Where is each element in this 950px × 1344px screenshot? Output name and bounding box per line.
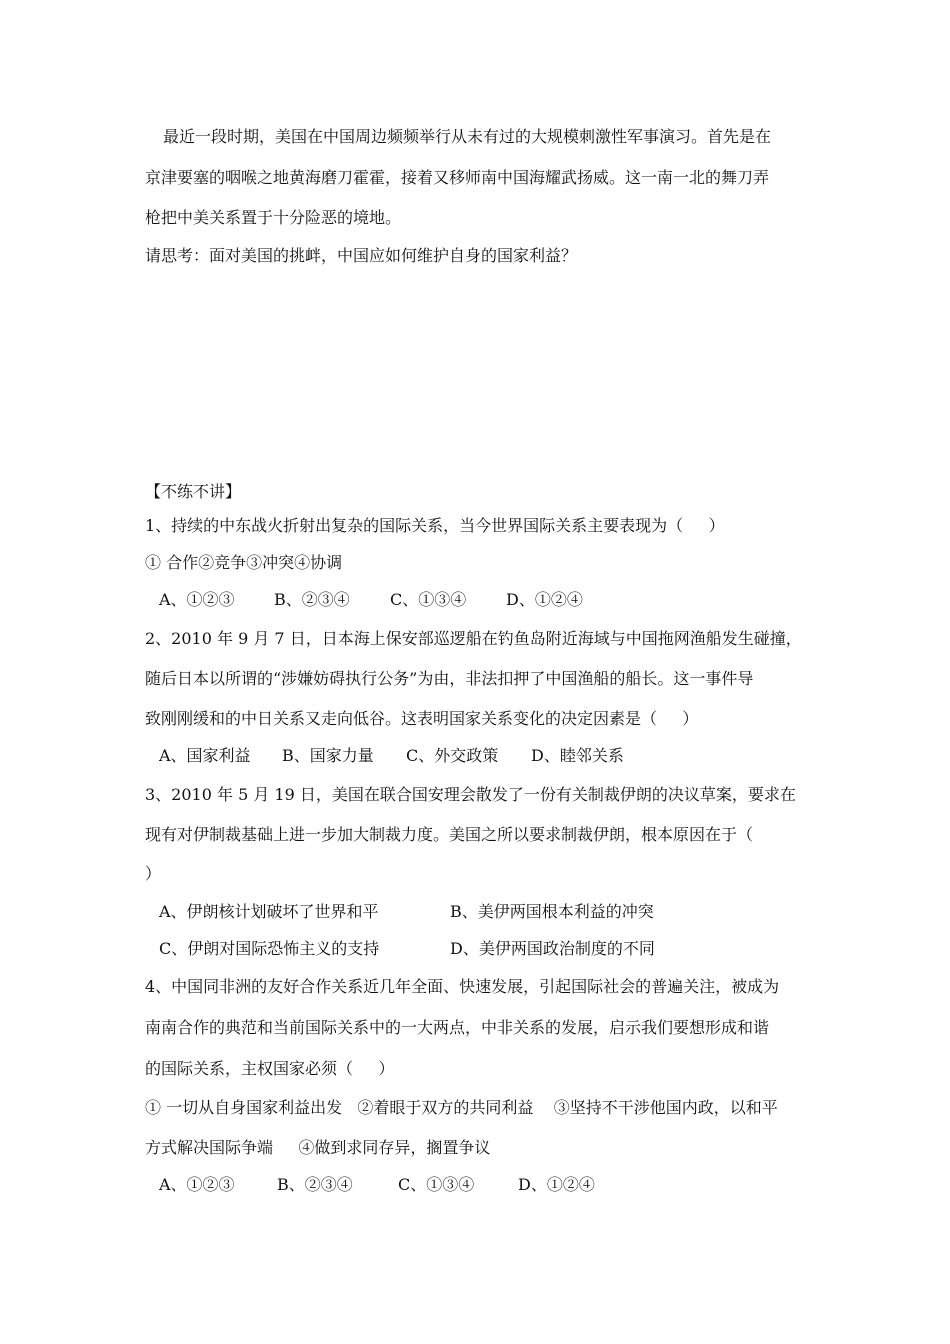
q2-line-3: 致刚刚缓和的中日关系又走向低谷。这表明国家关系变化的决定因素是（ ） [145,709,699,728]
q4-option-c: C、①③④ [398,1175,475,1194]
q2-option-b: B、国家力量 [282,746,374,765]
passage-line-3: 枪把中美关系置于十分险恶的境地。 [145,208,402,227]
q3-line-3: ） [145,864,162,883]
q3-option-d: D、美伊两国政治制度的不同 [450,939,655,958]
passage-question: 请思考：面对美国的挑衅，中国应如何维护自身的国家利益？ [145,246,578,265]
q3-line-2: 现有对伊制裁基础上进一步加大制裁力度。美国之所以要求制裁伊朗，根本原因在于（ [145,825,754,844]
q3-line-1: 3、2010 年 5 月 19 日，美国在联合国安理会散发了一份有关制裁伊朗的决议草案，要求在 [145,785,796,804]
q4-option-a: A、①②③ [159,1175,235,1194]
q1-option-b: B、②③④ [274,590,350,609]
passage-line-1: 最近一段时期，美国在中国周边频频举行从未有过的大规模刺激性军事演习。首先是在 [163,127,772,146]
q1-stem: 1、持续的中东战火折射出复杂的国际关系，当今世界国际关系主要表现为（ ） [145,516,725,535]
q2-option-d: D、睦邻关系 [531,746,624,765]
q1-option-c: C、①③④ [390,590,467,609]
q4-line-3: 的国际关系，主权国家必须（ ） [145,1059,395,1078]
q2-option-c: C、外交政策 [406,746,499,765]
section-title: 【不练不讲】 [145,482,242,501]
q4-items-line-2: 方式解决国际争端 ④做到求同存异，搁置争议 [145,1138,491,1157]
q4-option-b: B、②③④ [277,1175,353,1194]
q1-option-d: D、①②④ [506,590,583,609]
q4-line-1: 4、中国同非洲的友好合作关系近几年全面、快速发展，引起国际社会的普遍关注，被成为 [145,977,780,996]
q1-option-a: A、①②③ [159,590,235,609]
q4-line-2: 南南合作的典范和当前国际关系中的一大两点，中非关系的发展，启示我们要想形成和谐 [145,1018,770,1037]
q1-items: ① 合作②竞争③冲突④协调 [145,553,343,572]
q3-option-b: B、美伊两国根本利益的冲突 [450,902,654,921]
q3-option-c: C、伊朗对国际恐怖主义的支持 [159,939,380,958]
q4-items-line-1: ① 一切从自身国家利益出发 ②着眼于双方的共同利益 ③坚持不干涉他国内政，以和平 [145,1098,778,1117]
q2-line-1: 2、2010 年 9 月 7 日，日本海上保安部巡逻船在钓鱼岛附近海域与中国拖网渔船发生碰撞， [145,629,802,648]
q2-option-a: A、国家利益 [159,746,251,765]
q3-option-a: A、伊朗核计划破坏了世界和平 [159,902,379,921]
q2-line-2: 随后日本以所谓的“涉嫌妨碍执行公务”为由，非法扣押了中国渔船的船长。这一事件导 [145,669,754,688]
passage-line-2: 京津要塞的咽喉之地黄海磨刀霍霍，接着又移师南中国海耀武扬威。这一南一北的舞刀弄 [145,168,770,187]
q4-option-d: D、①②④ [518,1175,595,1194]
